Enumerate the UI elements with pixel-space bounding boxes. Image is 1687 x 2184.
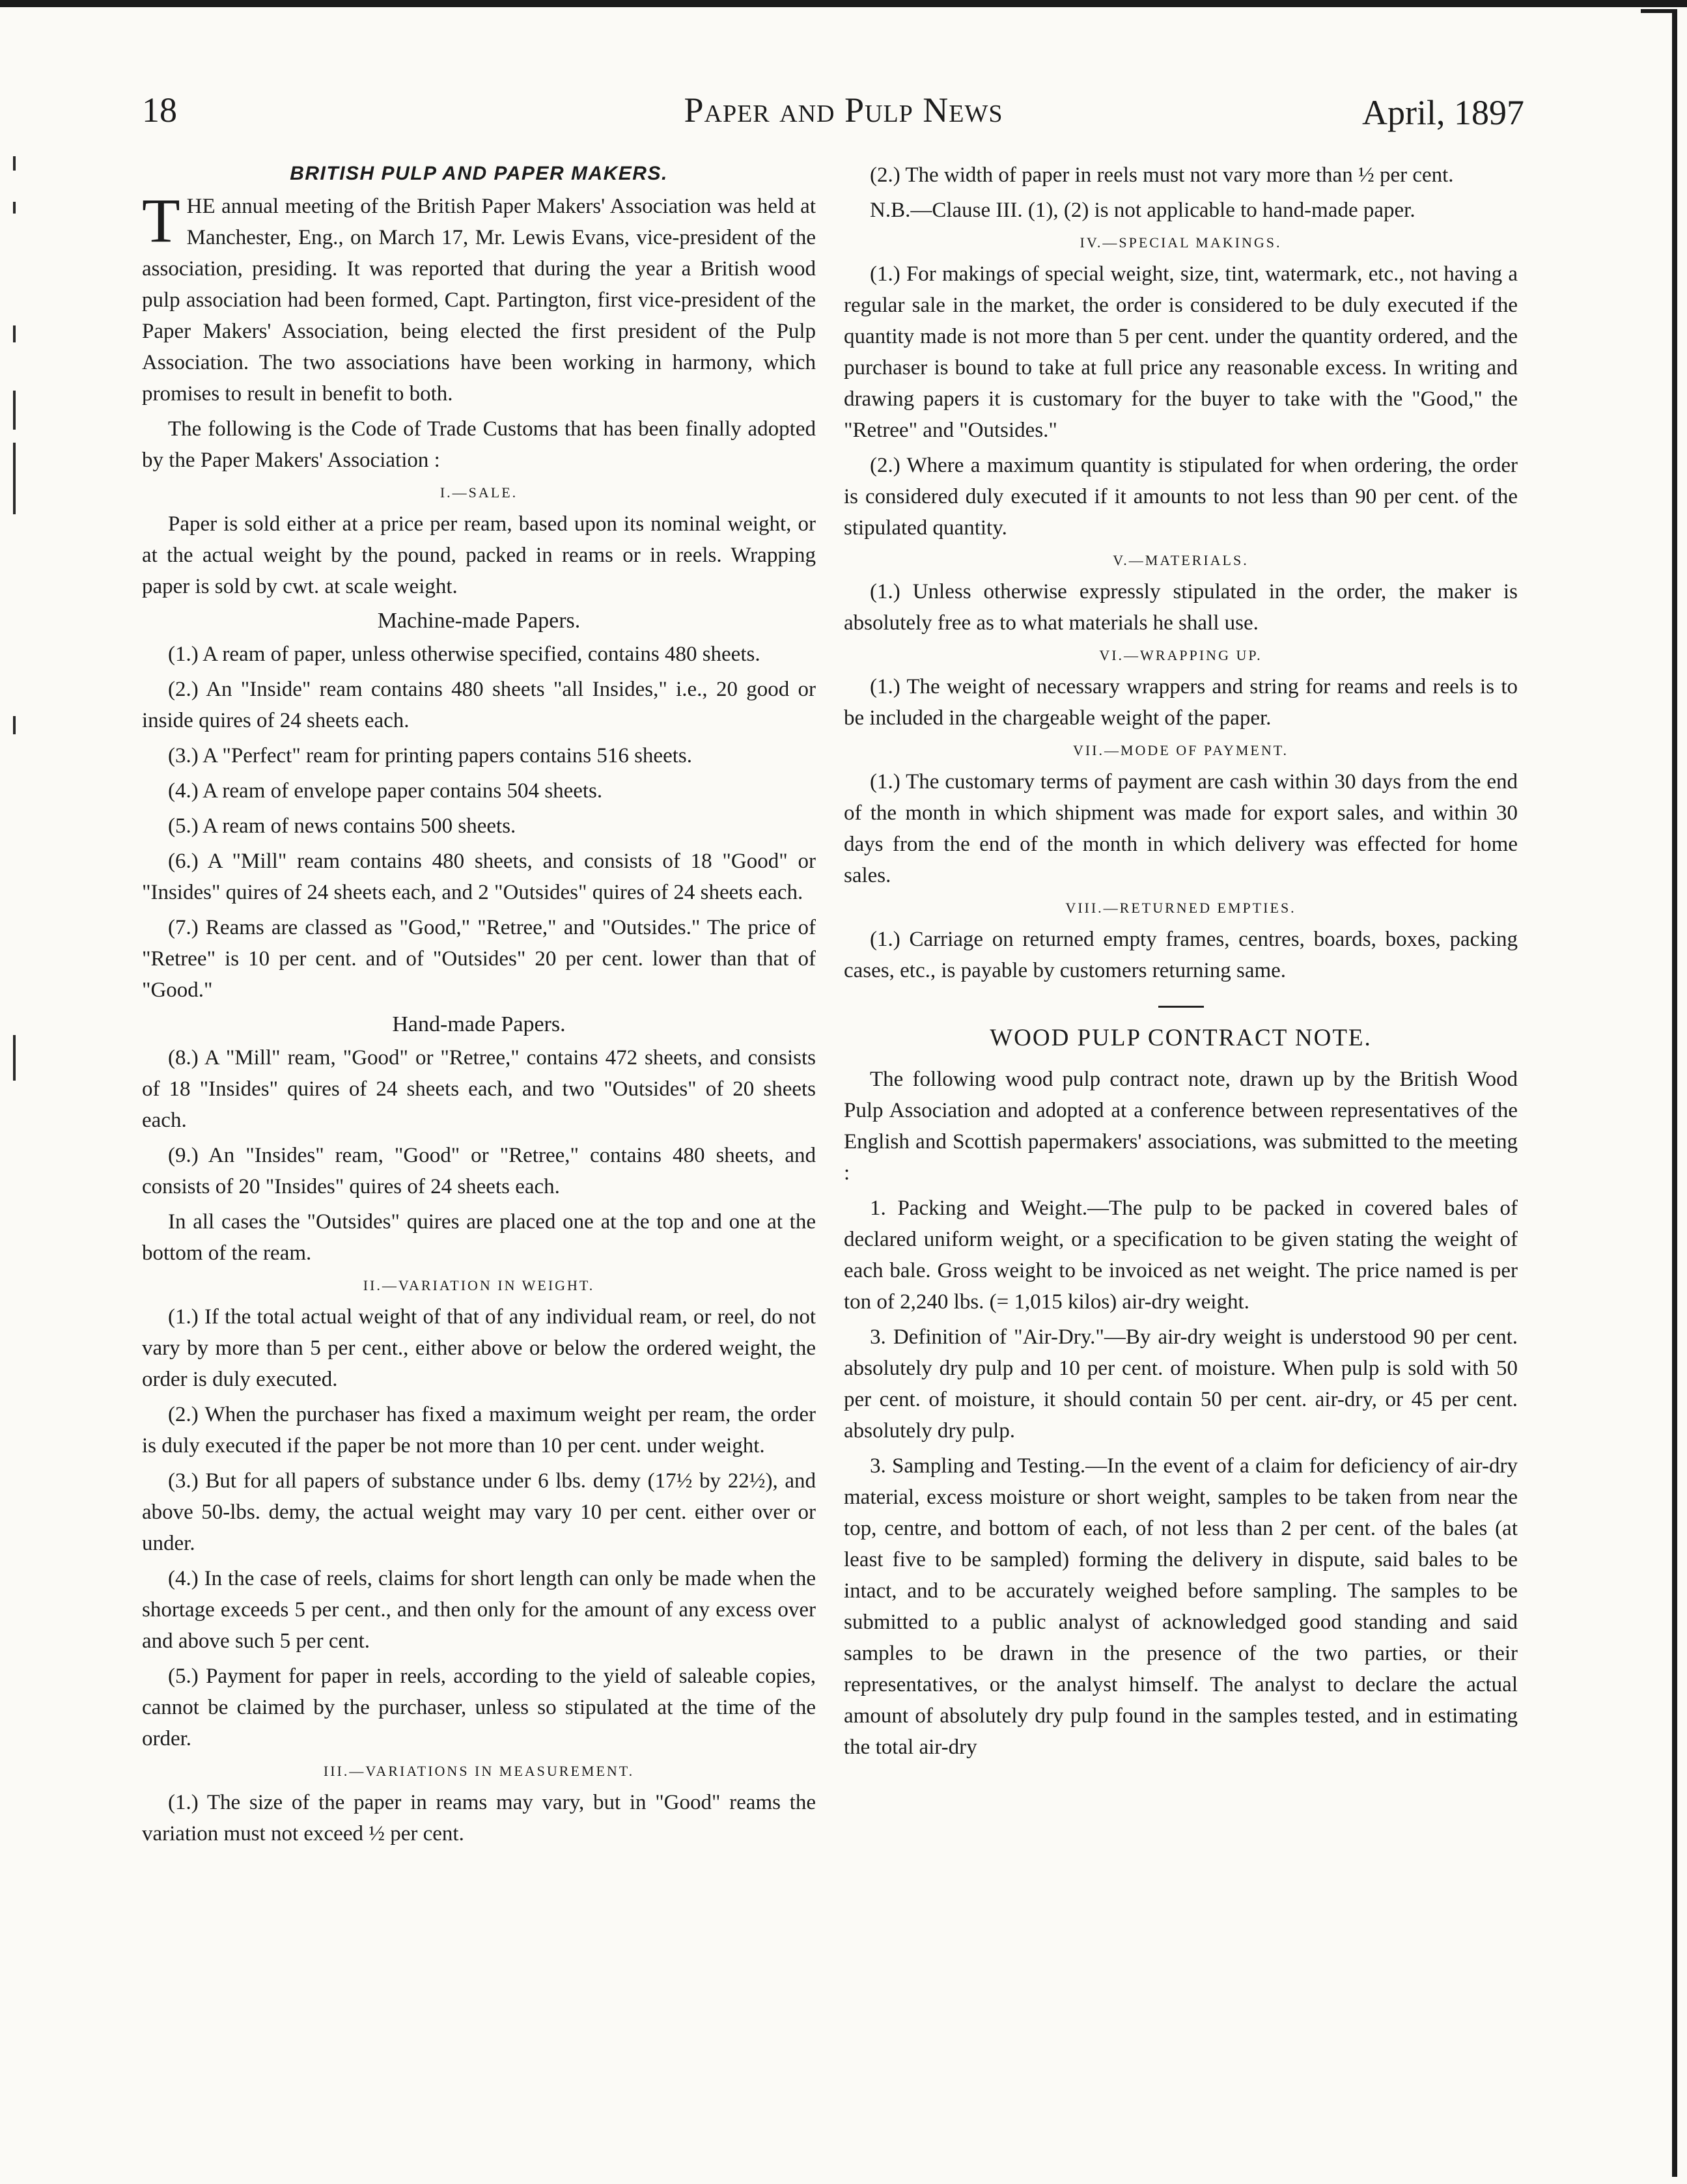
drop-cap: T — [142, 186, 180, 255]
clause: (5.) A ream of news contains 500 sheets. — [168, 814, 516, 838]
running-header — [0, 83, 1687, 135]
clause: 1. Packing and Weight.—The pulp to be packed in covered bales of declared uniform weight, or a specification to be given stating the weight of each bale. Gross weight to be invoiced as net weight. The price named is per ton of 2,240 lbs. (= 1,015 kilos) air-dry weight. — [844, 1196, 1518, 1314]
clause: 3. Definition of "Air-Dry."—By air-dry weight is understood 90 per cent. absolutely dry pulp and 10 per cent. of moisture. When pulp is sold with 50 per cent. of moisture, it should contain 50 per cent. air-dry, or 45 per cent. absolutely dry pulp. — [844, 1325, 1518, 1443]
clause: (5.) Payment for paper in reels, according to the yield of saleable copies, cannot be claimed by the purchaser, unless so stipulated at the time of the order. — [142, 1665, 816, 1750]
clause: 3. Sampling and Testing.—In the event of a claim for deficiency of air-dry material, excess moisture or short weight, samples to be taken from near the top, centre, and bottom of each, of not less than 2 per cent. of the bales (at least five to be sampled) forming the delivery in dispute, said bales to be intact, and to be accurately weighed before sampling. The samples to be submitted to a public analyst of acknowledged good standing and said samples to be drawn in the presence of the two parties, or their representatives, or the analyst himself. The analyst to declare the actual amount of absolutely dry pulp found in the samples tested, and in estimating the total air-dry — [844, 1454, 1518, 1759]
clause: (4.) A ream of envelope paper contains 504 sheets. — [168, 779, 603, 803]
subheading-machine-made: Machine-made Papers. — [377, 609, 581, 633]
clause: (3.) A "Perfect" ream for printing papers contains 516 sheets. — [168, 744, 692, 767]
clause: (2.) An "Inside" ream contains 480 sheets "all Insides," i.e., 20 good or inside quires of 24 sheets each. — [142, 678, 816, 732]
note-paragraph: N.B.—Clause III. (1), (2) is not applicable to hand-made paper. — [870, 199, 1415, 222]
clause: (1.) If the total actual weight of that of any individual ream, or reel, do not vary by more than 5 per cent., either above or below the ordered weight, the order is duly executed. — [142, 1305, 816, 1391]
code-intro: The following is the Code of Trade Customs that has been finally adopted by the Paper Makers' Association : — [142, 417, 816, 472]
clause: (7.) Reams are classed as "Good," "Retree," and "Outsides." The price of "Retree" is 10 per cent. and of "Outsides" 20 per cent. lower than that of "Good." — [142, 916, 816, 1002]
section-heading-materials: V.—MATERIALS. — [1113, 552, 1249, 568]
right-border — [1672, 9, 1677, 2177]
clause: In all cases the "Outsides" quires are placed one at the top and one at the bottom of the ream. — [142, 1210, 816, 1265]
left-column — [142, 159, 816, 1853]
clause: (2.) Where a maximum quantity is stipulated for when ordering, the order is considered duly executed if it amounts to not less than 90 per cent. of the stipulated quantity. — [844, 454, 1518, 540]
intro-paragraph: THE annual meeting of the British Paper Makers' Association was held at Manchester, Eng., on March 17, Mr. Lewis Evans, vice-president of the association, presiding. It was reported that during the year a British wood pulp association had been formed, Capt. Partington, first vice-president of the Paper Makers' Association, being elected the first president of the Pulp Association. The two associations have been working in harmony, which promises to result in benefit to both. — [142, 186, 816, 406]
clause: (2.) The width of paper in reels must not vary more than ½ per cent. — [870, 163, 1454, 187]
subheading-hand-made: Hand-made Papers. — [392, 1012, 566, 1036]
right-corner-mark — [1641, 9, 1675, 13]
article-heading: BRITISH PULP AND PAPER MAKERS. — [290, 163, 668, 184]
clause: (1.) The size of the paper in reams may vary, but in "Good" reams the variation must not exceed ½ per cent. — [142, 1791, 816, 1845]
section-heading-special: IV.—SPECIAL MAKINGS. — [1080, 234, 1282, 251]
clause: (1.) For makings of special weight, size, tint, watermark, etc., not having a regular sale in the market, the order is considered to be duly executed if the quantity made is not more than 5 per cent. under the quantity ordered, and the purchaser is bound to take at full price any reasonable excess. In writing and drawing papers it is customary for the buyer to take with the "Good," the "Retree" and "Outsides." — [844, 262, 1518, 442]
clause: (6.) A "Mill" ream contains 480 sheets, and consists of 18 "Good" or "Insides" quires of 24 sheets each, and 2 "Outsides" quires of 24 sheets each. — [142, 850, 816, 904]
section-heading-payment: VII.—MODE OF PAYMENT. — [1072, 742, 1289, 758]
clause: (9.) An "Insides" ream, "Good" or "Retree," contains 480 sheets, and consists of 20 "Insides" quires of 24 sheets each. — [142, 1144, 816, 1198]
clause: (1.) Unless otherwise expressly stipulated in the order, the maker is absolutely free as to what materials he shall use. — [844, 580, 1518, 635]
section-heading-sale: I.—SALE. — [439, 484, 518, 501]
clause: (1.) The weight of necessary wrappers and string for reams and reels is to be included in the chargeable weight of the paper. — [844, 675, 1518, 730]
clause: (8.) A "Mill" ream, "Good" or "Retree," contains 472 sheets, and consists of 18 "Insides" quires of 24 sheets each, and two "Outsides" of 20 sheets each. — [142, 1046, 816, 1132]
section-heading-wrapping: VI.—WRAPPING UP. — [1099, 647, 1262, 663]
section-heading-empties: VIII.—RETURNED EMPTIES. — [1065, 900, 1296, 916]
right-column — [844, 159, 1518, 1767]
sale-paragraph: Paper is sold either at a price per ream, based upon its nominal weight, or at the actual weight by the pound, packed in reams or in reels. Wrapping paper is sold by cwt. at scale weight. — [142, 512, 816, 598]
clause: (2.) When the purchaser has fixed a maximum weight per ream, the order is duly executed if the paper be not more than 10 per cent. under weight. — [142, 1403, 816, 1458]
clause: (1.) The customary terms of payment are cash within 30 days from the end of the month in which shipment was made for export sales, and within 30 days from the end of the month in which delivery was effected for home sales. — [844, 770, 1518, 887]
clause: (4.) In the case of reels, claims for short length can only be made when the shortage exceeds 5 per cent., and then only for the amount of any excess over and above such 5 per cent. — [142, 1567, 816, 1653]
top-border — [0, 0, 1687, 7]
issue-date: April, 1897 — [1362, 93, 1524, 132]
section-heading-weight: II.—VARIATION IN WEIGHT. — [363, 1277, 595, 1293]
section-heading-measurement: III.—VARIATIONS IN MEASUREMENT. — [323, 1763, 635, 1779]
wood-intro-paragraph: The following wood pulp contract note, drawn up by the British Wood Pulp Association and adopted at a conference between representatives of the English and Scottish papermakers' associations, was submitted to the meeting : — [844, 1068, 1518, 1185]
journal-title: Paper and Pulp News — [684, 90, 1003, 130]
clause: (3.) But for all papers of substance under 6 lbs. demy (17½ by 22½), and above 50-lbs. demy, the actual weight may vary 10 per cent. either over or under. — [142, 1469, 816, 1555]
page-number: 18 — [142, 90, 177, 130]
wood-pulp-heading: WOOD PULP CONTRACT NOTE. — [990, 1025, 1372, 1051]
clause: (1.) A ream of paper, unless otherwise specified, contains 480 sheets. — [168, 643, 760, 666]
section-divider — [1158, 1006, 1204, 1008]
clause: (1.) Carriage on returned empty frames, centres, boards, boxes, packing cases, etc., is payable by customers returning same. — [844, 928, 1518, 982]
